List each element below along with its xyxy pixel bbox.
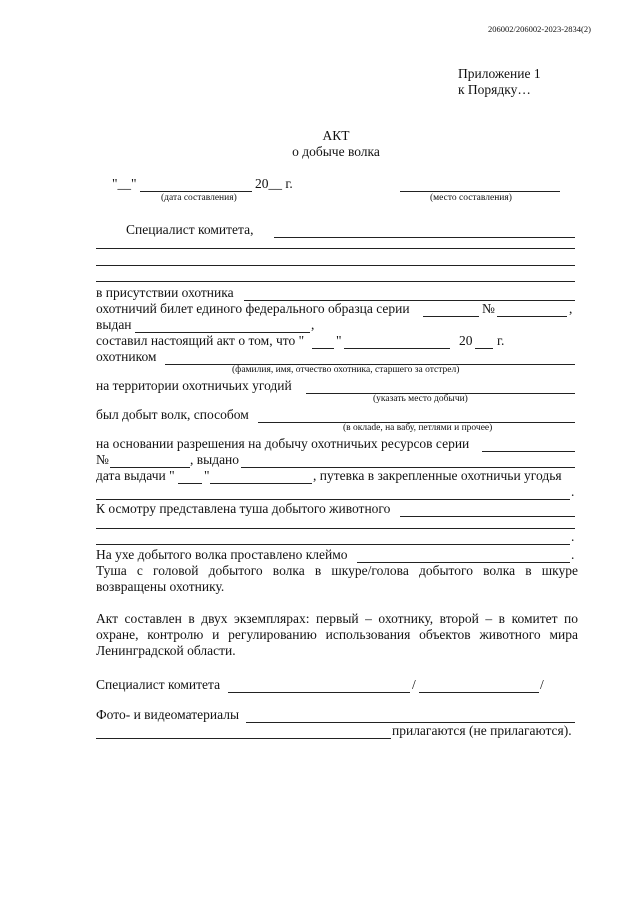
document-id: 206002/206002-2023-2834(2): [488, 24, 591, 34]
media-suffix: прилагаются (не прилагаются).: [392, 723, 572, 738]
signature-slash1: /: [412, 677, 416, 692]
ticket-series-field[interactable]: [423, 300, 479, 317]
act-label: составил настоящий акт о том, что ": [96, 333, 305, 348]
inspection-label: К осмотру представлена туша добытого животного: [96, 501, 391, 516]
inspection-field[interactable]: [400, 500, 575, 517]
specialist-field-line3[interactable]: [96, 265, 575, 266]
hunter-label: охотником: [96, 349, 157, 364]
document-subtitle: о добыче волка: [292, 144, 380, 159]
media-field[interactable]: [246, 706, 575, 723]
act-day-field[interactable]: [312, 332, 334, 349]
place-field[interactable]: [400, 175, 560, 192]
permit-label: на основании разрешения на добычу охотничьих ресурсов серии: [96, 436, 470, 451]
act-year-suffix: г.: [497, 333, 505, 348]
place-caption: (место составления): [430, 193, 512, 203]
act-year-prefix: 20: [459, 333, 473, 348]
media-field-line2[interactable]: [96, 722, 391, 739]
method-field[interactable]: [258, 406, 575, 423]
date-month-field[interactable]: [140, 175, 252, 192]
permit-number-field[interactable]: [110, 451, 190, 468]
issued-comma: ,: [311, 317, 315, 332]
hunter-name-field[interactable]: [165, 348, 575, 365]
specialist-field-line2[interactable]: [96, 248, 575, 249]
mark-label: На ухе добытого волка проставлено клеймо: [96, 547, 348, 562]
hunter-presence-field[interactable]: [244, 284, 575, 301]
inspection-field-line3[interactable]: [96, 544, 570, 545]
inspection-field-line2[interactable]: [96, 528, 575, 529]
specialist-field[interactable]: [274, 221, 575, 238]
media-label: Фото- и видеоматериалы: [96, 707, 240, 722]
signature-field[interactable]: [228, 676, 410, 693]
method-caption: (в оклade, на вабу, петлями и прочее): [343, 423, 493, 433]
voucher-period: .: [571, 484, 575, 499]
act-year-field[interactable]: [475, 332, 493, 349]
inspection-period: .: [571, 529, 575, 544]
act-quote-close: ": [336, 333, 342, 348]
appendix-line1: Приложение 1: [458, 66, 541, 81]
specialist-label: Специалист комитета,: [126, 222, 254, 237]
issue-day-field[interactable]: [178, 467, 202, 484]
territory-field[interactable]: [306, 377, 575, 394]
ticket-number-field[interactable]: [497, 300, 567, 317]
specialist-field-line4[interactable]: [96, 281, 575, 282]
permit-issued-label: , выдано: [190, 452, 240, 467]
mark-period: .: [571, 547, 575, 562]
signature-slash2: /: [540, 677, 544, 692]
copies-text: Акт составлен в двух экземплярах: первый – охотнику, второй – в комитет по охране, контролю и регулированию использования объектов животного мира Ленинградской области.: [96, 611, 578, 658]
signature-label: Специалист комитета: [96, 677, 221, 692]
issued-label: выдан: [96, 317, 132, 332]
voucher-label: , путевка в закрепленные охотничьи угодья: [313, 468, 562, 483]
issue-date-label: дата выдачи ": [96, 468, 175, 483]
permit-issued-field[interactable]: [241, 451, 575, 468]
territory-label: на территории охотничьих угодий: [96, 378, 292, 393]
permit-series-field[interactable]: [482, 435, 575, 452]
territory-caption: (указать место добычи): [373, 394, 468, 404]
presence-label: в присутствии охотника: [96, 285, 234, 300]
ticket-number-sign: №: [482, 301, 495, 316]
signature-name-field[interactable]: [419, 676, 539, 693]
voucher-field[interactable]: [96, 483, 570, 500]
permit-number-sign: №: [96, 452, 109, 467]
ticket-comma: ,: [569, 301, 573, 316]
date-day-field[interactable]: "__": [112, 176, 137, 191]
act-month-field[interactable]: [344, 332, 450, 349]
mark-field[interactable]: [357, 546, 570, 563]
document-title: АКТ: [322, 128, 350, 143]
date-caption: (дата составления): [161, 193, 237, 203]
date-year-field[interactable]: 20__ г.: [255, 176, 293, 191]
appendix-line2: к Порядку…: [458, 82, 531, 97]
ticket-label: охотничий билет единого федерального образца серии: [96, 301, 410, 316]
hunter-caption: (фамилия, имя, отчество охотника, старшего за отстрел): [232, 365, 460, 375]
issue-date-quote: ": [204, 468, 210, 483]
issue-month-field[interactable]: [210, 467, 312, 484]
method-label: был добыт волк, способом: [96, 407, 249, 422]
issued-by-field[interactable]: [135, 316, 310, 333]
carcass-text: Туша с головой добытого волка в шкуре/голова добытого волка в шкуре возвращены охотнику.: [96, 563, 578, 594]
